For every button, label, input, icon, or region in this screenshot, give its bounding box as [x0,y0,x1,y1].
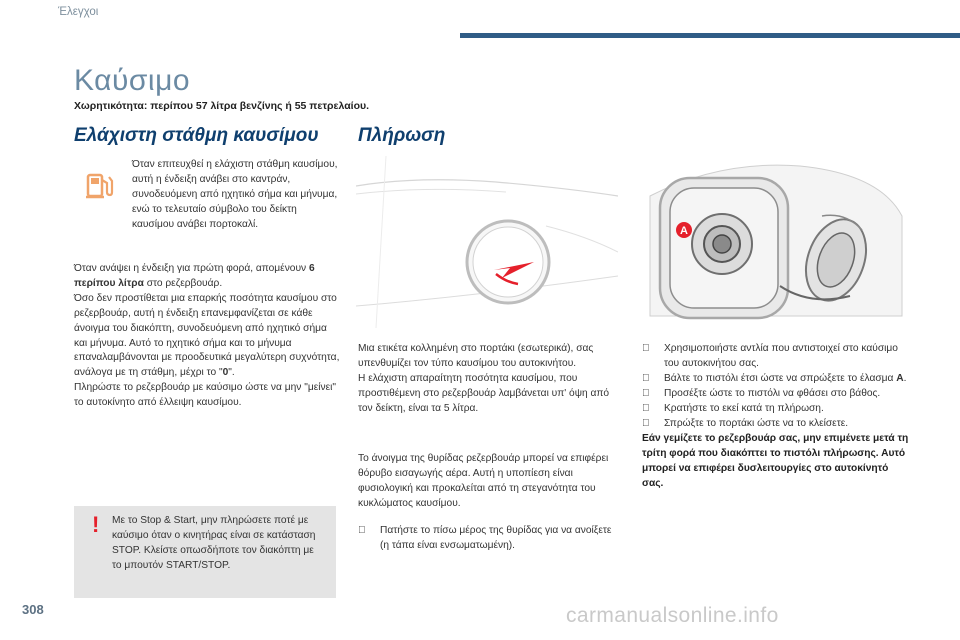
p2-end: ". [228,367,235,379]
p2-bold: 0 [222,367,229,379]
bullet-step-text: Σπρώξτε το πορτάκι ώστε να το κλείσετε. [664,417,849,429]
bullet-step-end: . [903,372,907,384]
heading-refuelling: Πλήρωση [358,125,446,146]
p2-text: Όσο δεν προστίθεται μια επαρκής ποσότητα καυσίμου στο ρεζερβουάρ, αυτή η ένδειξη επανεμφανίζεται σε κάθε άνοιγμα του διακόπτη, συνοδευόμενη από ηχητικό σήμα και μήνυμα. Αυτό το ηχητικό σήμα και το μήνυμα επαναλαμβάνονται με προοδευτικά μεγαλύτερη συχνότητα, ανάλογα με τη στάθμη, μέχρι το " [74,292,340,379]
overfill-warning: Εάν γεμίζετε το ρεζερβουάρ σας, μην επιμένετε μετά τη τρίτη φορά που διακόπτει το πιστόλι πλήρωσης. Αυτό μπορεί να επιφέρει δυσλειτουργίες στο αυτοκίνητό σας. [642,433,909,490]
bullet-step-text: Κρατήστε το εκεί κατά τη πλήρωση. [664,402,824,414]
watermark: carmanualsonline.info [566,604,779,627]
page-number: 308 [22,602,44,617]
bullet-step-text: Προσέξτε ώστε το πιστόλι να φθάσει στο βάθος. [664,387,881,399]
bullet-step-text [664,372,910,387]
p1-bold: 6 περίπου λίτρα [74,263,315,289]
minimum-amount-text: Η ελάχιστη απαραίτητη ποσότητα καυσίμου, που προστιθέμενη στο ρεζερβουάρ λαμβάνεται υπ' όψη από τον δείκτη, είναι τα 5 λίτρα. [358,372,610,414]
bullet-step-main: Βάλτε το πιστόλι έτσι ώστε να σπρώξετε το έλασμα [664,372,897,384]
header-rule [460,33,960,38]
heading-minimum-level: Ελάχιστη στάθμη καυσίμου [74,125,319,146]
label-and-amount-text [358,342,620,417]
bullet-marker-icon [642,372,650,387]
min-level-intro: Όταν επιτευχθεί η ελάχιστη στάθμη καυσίμου, αυτή η ένδειξη ανάβει στο καντράν, συνοδευόμενη από ηχητικό σήμα και μήνυμα, ενώ το τελευταίο σύμβολο του δείκτη καυσίμου ανάβει πορτοκαλί. [132,159,338,230]
bullet-step [642,417,910,432]
fuel-pump-icon [82,168,116,202]
p3-text: Πληρώστε το ρεζερβουάρ με καύσιμο ώστε να μην "μείνει" το αυτοκίνητο από έλλειψη καυσίμου. [74,382,337,409]
bullet-step [642,372,910,387]
bullet-step-text: Χρησιμοποιήστε αντλία που αντιστοιχεί στο καύσιμο του αυτοκινήτου σας. [664,343,898,369]
bullet-step [642,402,910,417]
bullet-marker-icon [642,342,650,357]
warning-exclamation-icon: ! [92,512,100,537]
section-label: Έλεγχοι [58,6,99,18]
bullet-marker-icon [642,402,650,417]
figure-label-a: A [680,225,688,237]
bullet-step-label-a: A [896,372,904,384]
bullet-step [642,342,910,372]
p1-end: στο ρεζερβουάρ. [143,277,223,289]
p1-start: Όταν ανάψει η ένδειξη για πρώτη φορά, απομένουν [74,263,309,274]
bullet-marker-icon [642,417,650,432]
flap-noise-text: Το άνοιγμα της θυρίδας ρεζερβουάρ μπορεί να επιφέρει θόρυβο εισαγωγής αέρα. Αυτή η υποπίεση είναι φυσιολογική και προκαλείται από τη στεγανότητα του κυκλώματος καυσίμου. [358,453,609,509]
capacity-note: Χωρητικότητα: περίπου 57 λίτρα βενζίνης ή 55 πετρελαίου. [74,100,370,112]
min-level-details [74,262,340,411]
page-title: Καύσιμο [74,64,191,97]
bullet-step [642,387,910,402]
fuel-filler-open-illustration [640,156,910,328]
bullet-marker-icon [642,387,650,402]
bullet-marker-icon [358,524,366,539]
refuelling-steps [642,342,910,492]
fuel-label-text: Μια ετικέτα κολλημένη στο πορτάκι (εσωτερικά), σας υπενθυμίζει τον τύπο καυσίμου του αυτοκινήτου. [358,343,594,369]
warning-text: Με το Stop & Start, μην πληρώσετε ποτέ με καύσιμο όταν ο κινητήρας είναι σε κατάσταση STOP. Κλείστε οπωσδήποτε τον διακόπτη με το μπουτόν START/STOP. [112,515,316,571]
fuel-flap-exterior-illustration [356,156,618,328]
bullet-open-flap [358,524,620,554]
bullet-open-flap-text: Πατήστε το πίσω μέρος της θυρίδας για να ανοίξετε (η τάπα είναι ενσωματωμένη). [380,525,612,551]
